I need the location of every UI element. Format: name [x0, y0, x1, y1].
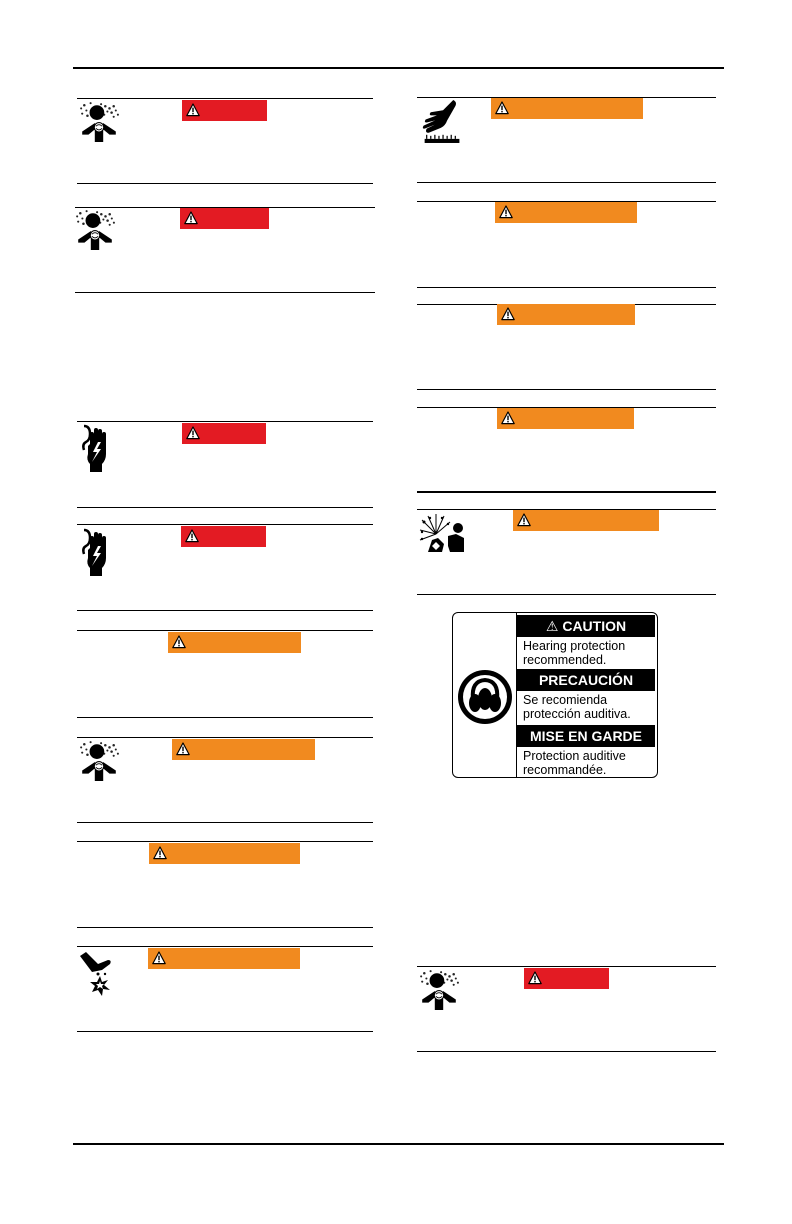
hearing-protection-label: [452, 612, 658, 778]
warning-badge: [148, 948, 300, 969]
section-rule: [77, 610, 373, 611]
label-column-divider: [516, 613, 517, 777]
section-rule: [417, 389, 716, 390]
warning-triangle-icon: [176, 742, 190, 756]
section-rule: [77, 98, 373, 99]
precaucion-text: [517, 693, 659, 721]
section-rule: [75, 292, 375, 293]
warning-triangle-icon: [501, 307, 515, 321]
mise-en-garde-text-line: recommandée.: [523, 763, 607, 777]
section-rule: [77, 927, 373, 928]
dust-inhalation-icon: [78, 739, 120, 781]
warning-triangle-icon: [528, 971, 542, 985]
section-rule: [77, 717, 373, 718]
caution-text-line: Hearing protection: [523, 639, 626, 653]
caution-text-line: recommended.: [523, 653, 607, 667]
section-rule: [77, 1031, 373, 1032]
warning-badge: [513, 510, 659, 531]
section-rule: [417, 1051, 716, 1052]
caution-title: ⚠ CAUTION: [517, 615, 655, 637]
electric-shock-icon: [80, 528, 110, 578]
cut-hazard-icon: [78, 950, 118, 1000]
electric-shock-icon: [80, 424, 110, 474]
ear-protection-icon: [457, 669, 513, 725]
warning-badge: [149, 843, 300, 864]
dust-inhalation-icon: [74, 208, 116, 250]
warning-triangle-icon: [495, 101, 509, 115]
warning-badge: [497, 408, 634, 429]
hot-surface-icon: [420, 98, 462, 144]
warning-triangle-icon: [153, 846, 167, 860]
danger-badge: [182, 100, 267, 121]
warning-triangle-icon: [186, 103, 200, 117]
danger-badge: [181, 526, 266, 547]
mise-en-garde-text: [517, 749, 659, 777]
section-rule: [77, 630, 373, 631]
section-rule: [417, 287, 716, 288]
warning-badge: [172, 739, 315, 760]
warning-badge: [495, 202, 637, 223]
section-rule: [77, 183, 373, 184]
warning-triangle-icon: [517, 513, 531, 527]
section-rule: [417, 966, 716, 967]
flying-debris-icon: [418, 512, 468, 554]
warning-badge: [168, 632, 301, 653]
warning-badge: [491, 98, 643, 119]
warning-triangle-icon: [172, 635, 186, 649]
section-rule: [77, 946, 373, 947]
warning-triangle-icon: [501, 411, 515, 425]
precaucion-title: PRECAUCIÓN: [517, 669, 655, 691]
section-rule: [77, 822, 373, 823]
section-rule: [417, 491, 716, 493]
mise-en-garde-title: MISE EN GARDE: [517, 725, 655, 747]
warning-triangle-icon: [152, 951, 166, 965]
danger-badge: [524, 968, 609, 989]
footer-rule: [73, 1143, 724, 1145]
dust-inhalation-icon: [418, 968, 460, 1010]
warning-badge: [497, 304, 635, 325]
section-rule: [77, 737, 373, 738]
section-rule: [77, 421, 373, 422]
danger-badge: [182, 423, 266, 444]
section-rule: [77, 841, 373, 842]
section-rule: [77, 507, 373, 508]
section-rule: [417, 594, 716, 595]
section-rule: [417, 182, 716, 183]
precaucion-text-line: Se recomienda: [523, 693, 608, 707]
caution-text: [517, 639, 659, 667]
warning-triangle-icon: [186, 426, 200, 440]
mise-en-garde-text-line: Protection auditive: [523, 749, 626, 763]
warning-triangle-icon: [184, 211, 198, 225]
warning-triangle-icon: [499, 205, 513, 219]
precaucion-text-line: protección auditiva.: [523, 707, 631, 721]
section-rule: [77, 524, 373, 525]
danger-badge: [180, 208, 269, 229]
header-rule: [73, 67, 724, 69]
warning-triangle-icon: [185, 529, 199, 543]
dust-inhalation-icon: [78, 100, 120, 142]
